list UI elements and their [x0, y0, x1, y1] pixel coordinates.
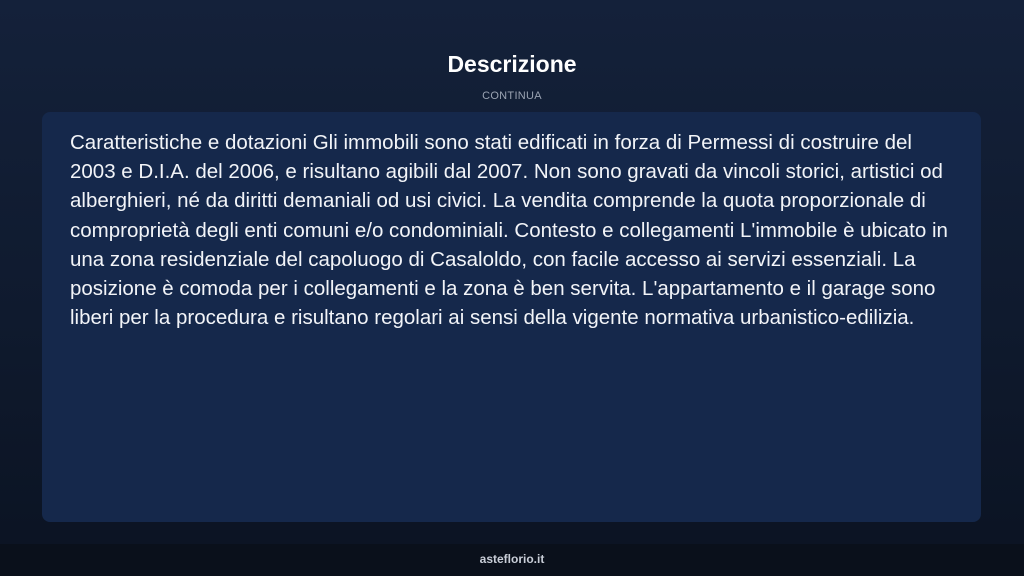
page-title: Descrizione — [447, 51, 577, 77]
description-card — [42, 112, 981, 522]
continue-link[interactable]: CONTINUA — [482, 90, 542, 102]
footer — [0, 544, 1024, 576]
footer-brand[interactable]: asteflorio.it — [479, 552, 545, 566]
description-text: Caratteristiche e dotazioni Gli immobili sono stati edificati in forza di Permessi di costruire del 2003 e D.I.A. del 2006, e risultano agibili dal 2007. Non sono gravati da vincoli storici, artistici od alberghieri, né da diritti demaniali od usi civici. La vendita comprende la quota proporzionale di comproprietà degli enti comuni e/o condominiali. Contesto e collegamenti L'immobile è ubicato in una zona residenziale del capoluogo di Casaloldo, con facile accesso ai servizi essenziali. La posizione è comoda per i collegamenti e la zona è ben servita. L'appartamento e il garage sono liberi per la procedura e risultano regolari ai sensi della vigente normativa urbanistico-edilizia. — [70, 131, 948, 330]
